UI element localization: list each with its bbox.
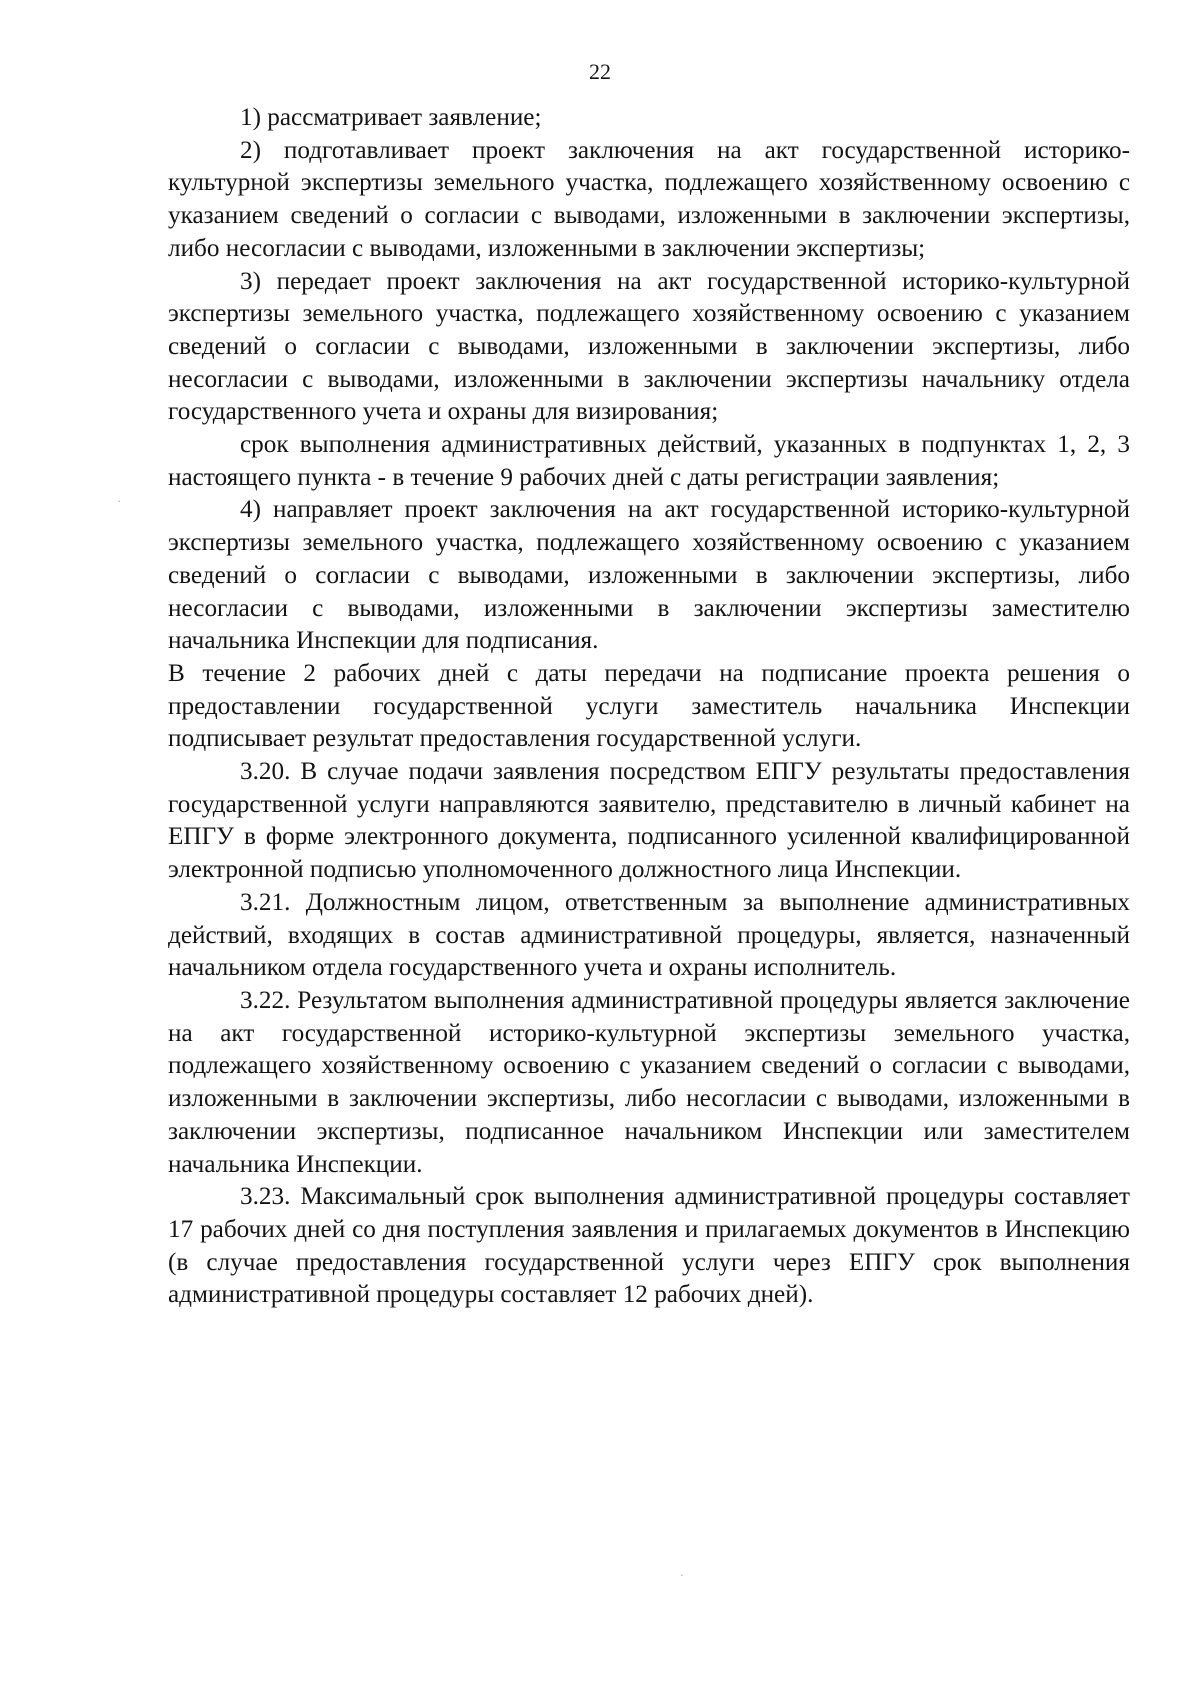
paragraph-item-1: 1) рассматривает заявление; xyxy=(240,104,542,131)
paragraph-deadline: срок выполнения административных действий, указанных в подпунктах 1, 2, 3 настоящего пункта - в течение 9 рабочих дней с даты регистрации заявления; xyxy=(168,431,1130,491)
paragraph-3-22: 3.22. Результатом выполнения административной процедуры является заключение на акт государственной историко-культурной экспертизы земельного участка, подлежащего хозяйственному освоению с указанием сведений о согласии с выводами, изложенными в заключении экспертизы, либо несогласии с выводами, изложенными в заключении экспертизы, подписанное начальником Инспекции или заместителем начальника Инспекции. xyxy=(168,986,1130,1178)
paragraph-item-4: 4) направляет проект заключения на акт государственной историко-культурной экспертизы земельного участка, подлежащего хозяйственному освоению с указанием сведений о согласии с выводами, изложенными в заключении экспертизы, либо несогласии с выводами, изложенными в заключении экспертизы заместителю начальника Инспекции для подписания. xyxy=(168,496,1130,655)
paragraph-3-23: 3.23. Максимальный срок выполнения административной процедуры составляет 17 рабочих дней со дня поступления заявления и прилагаемых документов в Инспекцию (в случае предоставления государственной услуги через ЕПГУ срок выполнения административной процедуры составляет 12 рабочих дней). xyxy=(168,1183,1130,1309)
page-number: 22 xyxy=(589,59,611,84)
paragraph-3-20: 3.20. В случае подачи заявления посредством ЕПГУ результаты предоставления государственной услуги направляются заявителю, представителю в личный кабинет на ЕПГУ в форме электронного документа, подписанного усиленной квалифицированной электронной подписью уполномоченного должностного лица Инспекции. xyxy=(168,758,1130,884)
paragraph-3-21: 3.21. Должностным лицом, ответственным за выполнение административных действий, входящих в состав административной процедуры, является, назначенный начальником отдела государственного учета и охраны исполнитель. xyxy=(168,888,1130,982)
paragraph-item-3: 3) передает проект заключения на акт государственной историко-культурной экспертизы земельного участка, подлежащего хозяйственному освоению с указанием сведений о согласии с выводами, изложенными в заключении экспертизы, либо несогласии с выводами, изложенными в заключении экспертизы начальнику отдела государственного учета и охраны для визирования; xyxy=(168,267,1130,426)
paragraph-item-2: 2) подготавливает проект заключения на акт государственной историко-культурной экспертизы земельного участка, подлежащего хозяйственному освоению с указанием сведений о согласии с выводами, изложенными в заключении экспертизы, либо несогласии с выводами, изложенными в заключении экспертизы; xyxy=(168,136,1130,262)
scan-dot: · xyxy=(680,1568,684,1582)
document-body xyxy=(168,102,1130,1312)
scan-dot: · xyxy=(117,494,121,508)
paragraph-signing: В течение 2 рабочих дней с даты передачи на подписание проекта решения о предоставлении государственной услуги заместитель начальника Инспекции подписывает результат предоставления государственной услуги. xyxy=(168,659,1130,753)
